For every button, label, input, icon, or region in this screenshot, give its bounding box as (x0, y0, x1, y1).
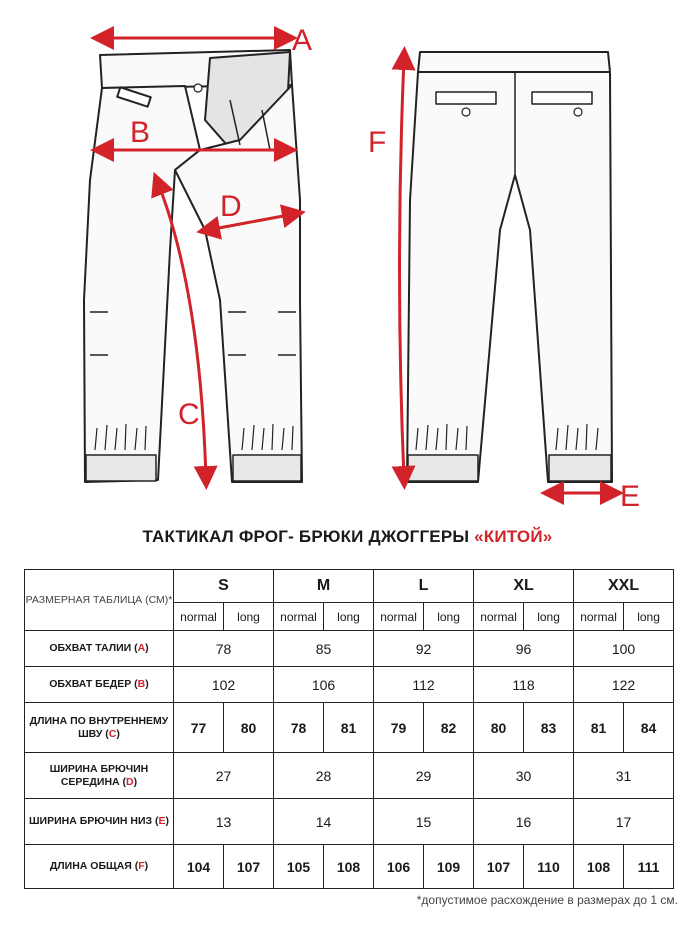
table-cell: 27 (174, 753, 274, 799)
table-cell: 85 (274, 631, 374, 667)
table-cell: 96 (474, 631, 574, 667)
table-cell: 107 (474, 845, 524, 889)
title-prefix: ТАКТИКАЛ ФРОГ- БРЮКИ ДЖОГГЕРЫ (142, 527, 475, 546)
table-cell: 110 (524, 845, 574, 889)
table-cell: 14 (274, 799, 374, 845)
size-table (24, 569, 674, 889)
table-cell: 105 (274, 845, 324, 889)
subheader-normal: normal (374, 603, 424, 631)
table-row-waist (25, 631, 674, 667)
table-cell: 102 (174, 667, 274, 703)
label-b: B (130, 116, 151, 149)
table-cell: 13 (174, 799, 274, 845)
size-header: XXL (574, 570, 674, 603)
subheader-long: long (524, 603, 574, 631)
row-label: ОБХВАТ ТАЛИИ (A) (25, 631, 174, 667)
table-cell: 107 (224, 845, 274, 889)
table-cell: 84 (624, 703, 674, 753)
table-cell: 106 (274, 667, 374, 703)
table-row-hem-width (25, 799, 674, 845)
table-cell: 83 (524, 703, 574, 753)
table-row-inseam (25, 703, 674, 753)
table-cell: 28 (274, 753, 374, 799)
label-e: E (620, 480, 641, 513)
table-cell: 15 (374, 799, 474, 845)
table-cell: 118 (474, 667, 574, 703)
back-view (407, 52, 612, 482)
row-label: ОБХВАТ БЕДЕР (B) (25, 667, 174, 703)
table-row-total-length (25, 845, 674, 889)
subheader-long: long (624, 603, 674, 631)
row-label: ДЛИНА ОБЩАЯ (F) (25, 845, 174, 889)
label-f: F (368, 126, 387, 159)
table-cell: 122 (574, 667, 674, 703)
table-cell: 31 (574, 753, 674, 799)
table-cell: 77 (174, 703, 224, 753)
table-cell: 78 (174, 631, 274, 667)
size-header: S (174, 570, 274, 603)
table-cell: 78 (274, 703, 324, 753)
subheader-long: long (224, 603, 274, 631)
row-label: ДЛИНА ПО ВНУТРЕННЕМУ ШВУ (C) (25, 703, 174, 753)
size-header: L (374, 570, 474, 603)
table-corner-label: РАЗМЕРНАЯ ТАБЛИЦА (СМ)* (25, 570, 174, 631)
table-row-hips (25, 667, 674, 703)
table-cell: 80 (224, 703, 274, 753)
table-cell: 104 (174, 845, 224, 889)
product-title (0, 527, 695, 547)
table-cell: 81 (324, 703, 374, 753)
table-cell: 106 (374, 845, 424, 889)
table-cell: 79 (374, 703, 424, 753)
row-label: ШИРИНА БРЮЧИН НИЗ (E) (25, 799, 174, 845)
label-a: A (292, 24, 313, 57)
table-cell: 112 (374, 667, 474, 703)
subheader-long: long (424, 603, 474, 631)
table-cell: 17 (574, 799, 674, 845)
tolerance-note: *допустимое расхождение в размерах до 1 см. (416, 893, 678, 907)
subheader-normal: normal (274, 603, 324, 631)
subheader-normal: normal (574, 603, 624, 631)
subheader-normal: normal (174, 603, 224, 631)
table-cell: 30 (474, 753, 574, 799)
table-cell: 80 (474, 703, 524, 753)
table-cell: 111 (624, 845, 674, 889)
label-d: D (220, 190, 242, 223)
table-cell: 108 (324, 845, 374, 889)
table-cell: 92 (374, 631, 474, 667)
table-cell: 82 (424, 703, 474, 753)
table-cell: 109 (424, 845, 474, 889)
table-cell: 100 (574, 631, 674, 667)
row-label: ШИРИНА БРЮЧИН СЕРЕДИНА (D) (25, 753, 174, 799)
table-cell: 81 (574, 703, 624, 753)
size-header: M (274, 570, 374, 603)
size-header: XL (474, 570, 574, 603)
label-c: C (178, 398, 200, 431)
subheader-long: long (324, 603, 374, 631)
table-cell: 16 (474, 799, 574, 845)
table-cell: 29 (374, 753, 474, 799)
title-accent: «КИТОЙ» (474, 527, 553, 546)
subheader-normal: normal (474, 603, 524, 631)
table-cell: 108 (574, 845, 624, 889)
table-row-mid-width (25, 753, 674, 799)
